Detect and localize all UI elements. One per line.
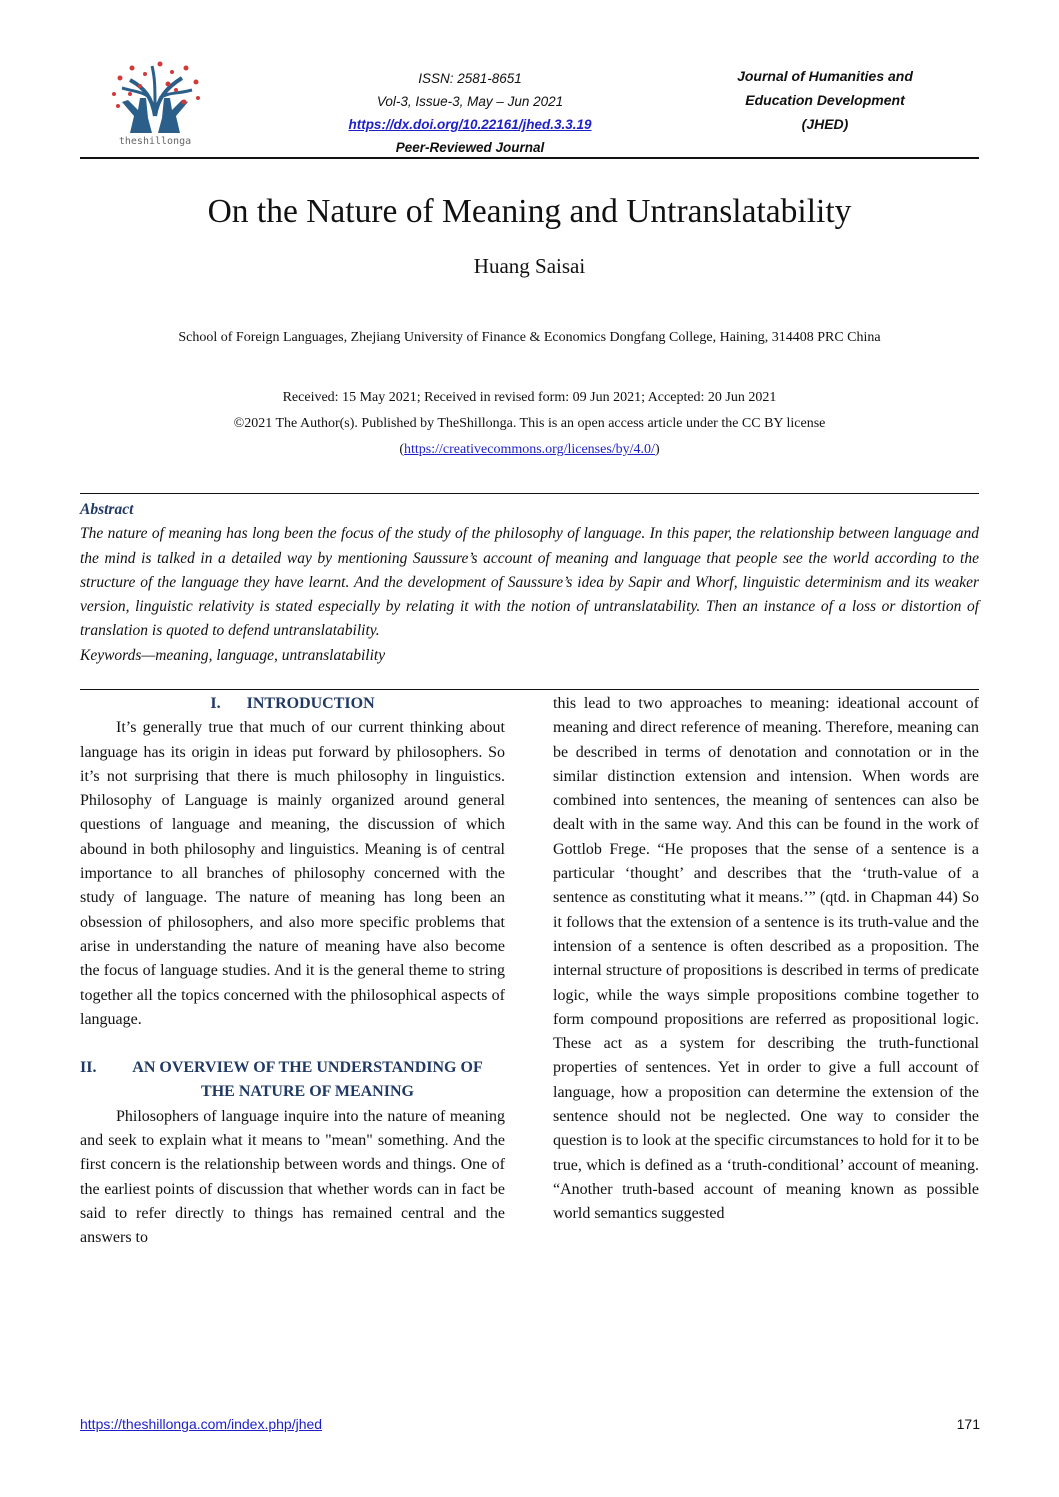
body-column-left [80, 692, 505, 1251]
abstract-text: The nature of meaning has long been the focus of the study of the philosophy of language. In this paper, the relationship between language and the mind is talked in a detailed way by mentioning Saussure’s account of meaning and language that people see the world according to the structure of the language they have learnt. And the development of Saussure’s idea by Sapir and Whorf, linguistic determinism and its weaker version, linguistic relativity is stated especially by relating it with the notion of untranslatability. Then an instance of a loss or distortion of translation is quoted to defend untranslatability. [80, 525, 979, 640]
issn: ISSN: 2581-8651 [418, 71, 522, 86]
article-dates-license [80, 385, 979, 463]
author-affiliation: School of Foreign Languages, Zhejiang University of Finance & Economics Dongfang College, Haining, 314408 PRC China [178, 330, 881, 345]
journal-name [690, 64, 960, 136]
tree-hands-stars-icon [100, 58, 210, 136]
header-divider [80, 157, 979, 159]
article-title: On the Nature of Meaning and Untranslatability [207, 193, 852, 230]
license-link[interactable]: https://creativecommons.org/licenses/by/4.0/ [404, 442, 655, 457]
section-spacer [80, 1032, 505, 1056]
paren-open: ( [399, 442, 405, 457]
abstract-bottom-divider [80, 689, 979, 690]
paragraph: It’s generally true that much of our current thinking about language has its origin in ideas put forward by philosophers. So it’s not surprising that there is much philosophy in linguistics. Philosophy of Language is mainly organized around general questions of language and meaning, the discussion of which abound in both philosophy and linguistics. Meaning is of central importance to all branches of philosophy concerned with the study of language. The nature of meaning has long been an obsession of philosophers, and also more specific problems that arise in understanding the nature of meaning have also become the focus of language studies. And it is the general theme to string together all the topics concerned with the philosophical aspects of language. [80, 719, 505, 1028]
section-number: II. [80, 1059, 97, 1077]
journal-name-line-2: Education Development [745, 92, 905, 108]
doi-link[interactable]: https://dx.doi.org/10.22161/jhed.3.3.19 [348, 117, 592, 132]
section-heading-overview [80, 1056, 505, 1105]
abstract-heading: Abstract [80, 501, 134, 518]
journal-info [300, 67, 640, 159]
journal-name-line-3: (JHED) [801, 116, 849, 132]
paragraph: Philosophers of language inquire into the nature of meaning and seek to explain what it means to "mean" something. And the first concern is the relationship between words and things. One of the earliest points of discussion that whether words can in fact be said to refer directly to things has remained central and the answers to [80, 1107, 505, 1247]
volume-issue: Vol-3, Issue-3, May – Jun 2021 [376, 94, 564, 109]
section-number: I. [210, 695, 221, 712]
article-dates: Received: 15 May 2021; Received in revised form: 09 Jun 2021; Accepted: 20 Jun 2021 [282, 390, 777, 405]
journal-website-link[interactable]: https://theshillonga.com/index.php/jhed [80, 1416, 323, 1432]
page-number: 171 [956, 1416, 980, 1432]
abstract [80, 498, 979, 668]
paren-close: ) [654, 442, 660, 457]
journal-name-line-1: Journal of Humanities and [737, 68, 913, 84]
section-title-line-1: AN OVERVIEW OF THE UNDERSTANDING OF [132, 1059, 483, 1077]
paragraph-continued: this lead to two approaches to meaning: ideational account of meaning and direct reference of meaning. Therefore, meaning can be described in terms of denotation and connotation or in the similar distinction extension and intension. When words are combined into sentences, the meaning of sentences can also be dealt with in the same way. And this can be found in the work of Gottlob Frege. “He proposes that the sense of a sentence is a particular ‘thought’ and describes that the ‘truth-value of a sentence as constituting what it means.’” (qtd. in Chapman 44) So it follows that the extension of a sentence is its truth-value and the intension of a sentence is often described as a proposition. The internal structure of propositions is described in terms of predicate logic, while the ways simple propositions combine together to form compound propositions are referred as propositional logic. These act as a system for describing the truth-functional properties of sentences. Yet in order to give a full account of language, how a proposition can determine the extension of the sentence should not be neglected. One way to consider the question is to look at the specific circumstances to hold for it to be true, which is defined as a ‘truth-conditional’ account of meaning. “Another truth-based account of meaning known as possible world semantics suggested [553, 695, 979, 1223]
body-column-right [553, 692, 979, 1227]
section-title: INTRODUCTION [246, 695, 375, 712]
abstract-top-divider [80, 493, 979, 494]
license-statement: ©2021 The Author(s). Published by TheShillonga. This is an open access article under the CC BY license [233, 416, 826, 431]
peer-reviewed-label: Peer-Reviewed Journal [395, 140, 545, 155]
article-author: Huang Saisai [473, 254, 586, 278]
journal-header [80, 58, 979, 158]
section-title-line-2: THE NATURE OF MEANING [201, 1083, 414, 1101]
keywords: Keywords—meaning, language, untranslatability [80, 646, 386, 664]
license-link-line [80, 437, 979, 463]
logo-text: theshillonga [118, 136, 192, 147]
section-heading-introduction [80, 692, 505, 716]
